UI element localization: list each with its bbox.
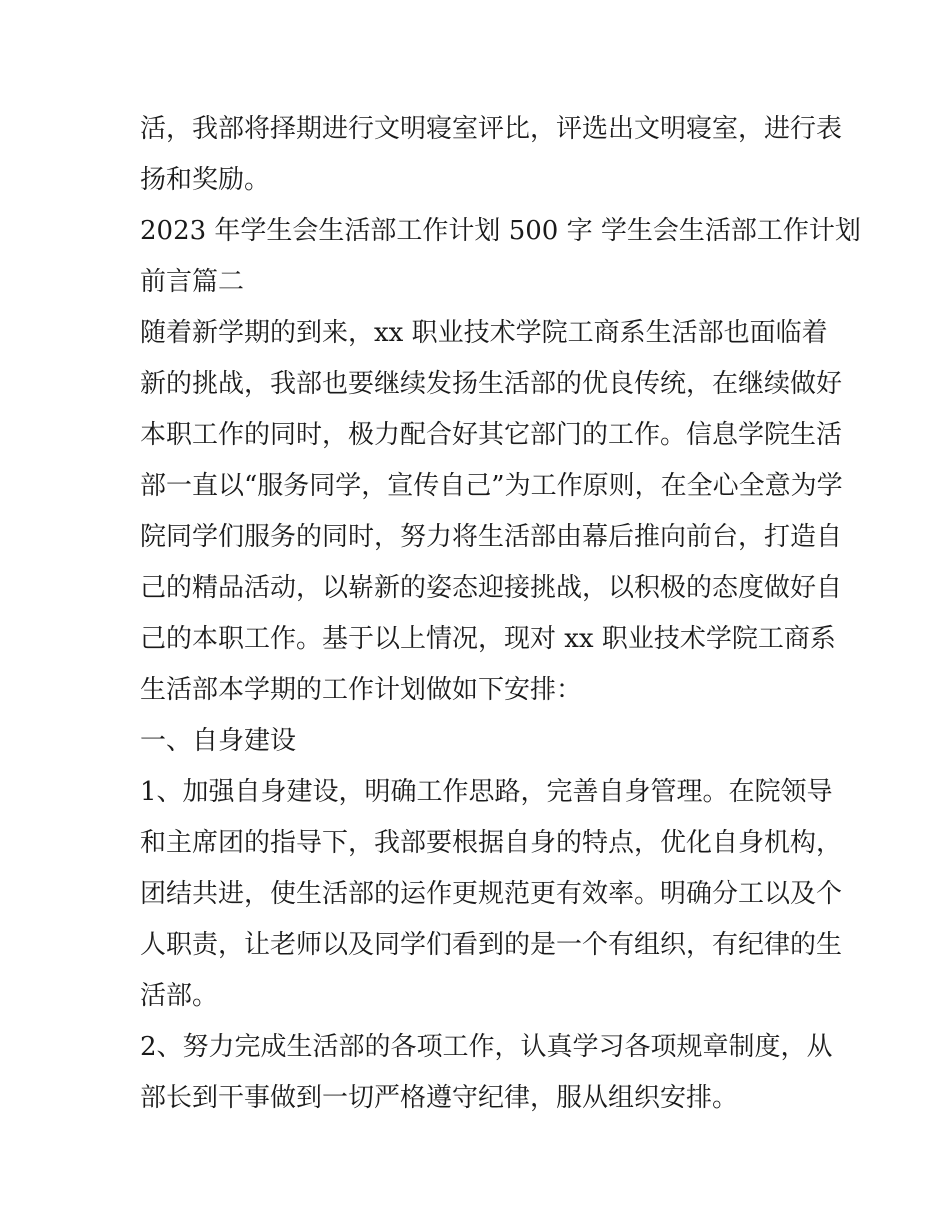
text-line: 活，我部将择期进行文明寝室评比，评选出文明寝室，进行表 (140, 114, 843, 144)
text-line: 生活部本学期的工作计划做如下安排： (140, 675, 583, 705)
text-line: 院同学们服务的同时，努力将生活部由幕后推向前台，打造自 (140, 522, 843, 552)
title-line: 前言篇二 (140, 267, 245, 297)
intro-paragraph (140, 308, 843, 716)
text-line: 本职工作的同时，极力配合好其它部门的工作。信息学院生活 (140, 420, 843, 450)
text-line: 2、努力完成生活部的各项工作，认真学习各项规章制度，从 (140, 1032, 833, 1062)
text-line: 和主席团的指导下，我部要根据自身的特点，优化自身机构， (140, 828, 843, 858)
text-line: 活部。 (140, 981, 219, 1011)
paragraph-continued (140, 104, 843, 206)
text-line: 己的本职工作。基于以上情况，现对 xx 职业技术学院工商系 (140, 624, 836, 654)
text-line: 1、加强自身建设，明确工作思路，完善自身管理。在院领导 (140, 777, 833, 807)
text-line: 己的精品活动，以崭新的姿态迎接挑战，以积极的态度做好自 (140, 573, 843, 603)
text-line: 团结共进，使生活部的运作更规范更有效率。明确分工以及个 (140, 879, 843, 909)
text-line: 随着新学期的到来，xx 职业技术学院工商系生活部也面临着 (140, 318, 828, 348)
section-title (140, 206, 861, 308)
heading-line: 一、自身建设 (140, 726, 297, 756)
item-2 (140, 1022, 833, 1124)
item-1 (140, 767, 843, 1022)
text-line: 部一直以“服务同学，宣传自己”为工作原则，在全心全意为学 (140, 471, 843, 501)
text-line: 新的挑战，我部也要继续发扬生活部的优良传统，在继续做好 (140, 369, 843, 399)
text-line: 部长到干事做到一切严格遵守纪律，服从组织安排。 (140, 1083, 739, 1113)
text-line: 人职责，让老师以及同学们看到的是一个有组织，有纪律的生 (140, 930, 843, 960)
title-line: 2023 年学生会生活部工作计划 500 字 学生会生活部工作计划 (140, 216, 861, 246)
text-line: 扬和奖励。 (140, 165, 271, 195)
heading-self-building (140, 716, 820, 767)
document-body (140, 104, 861, 1124)
